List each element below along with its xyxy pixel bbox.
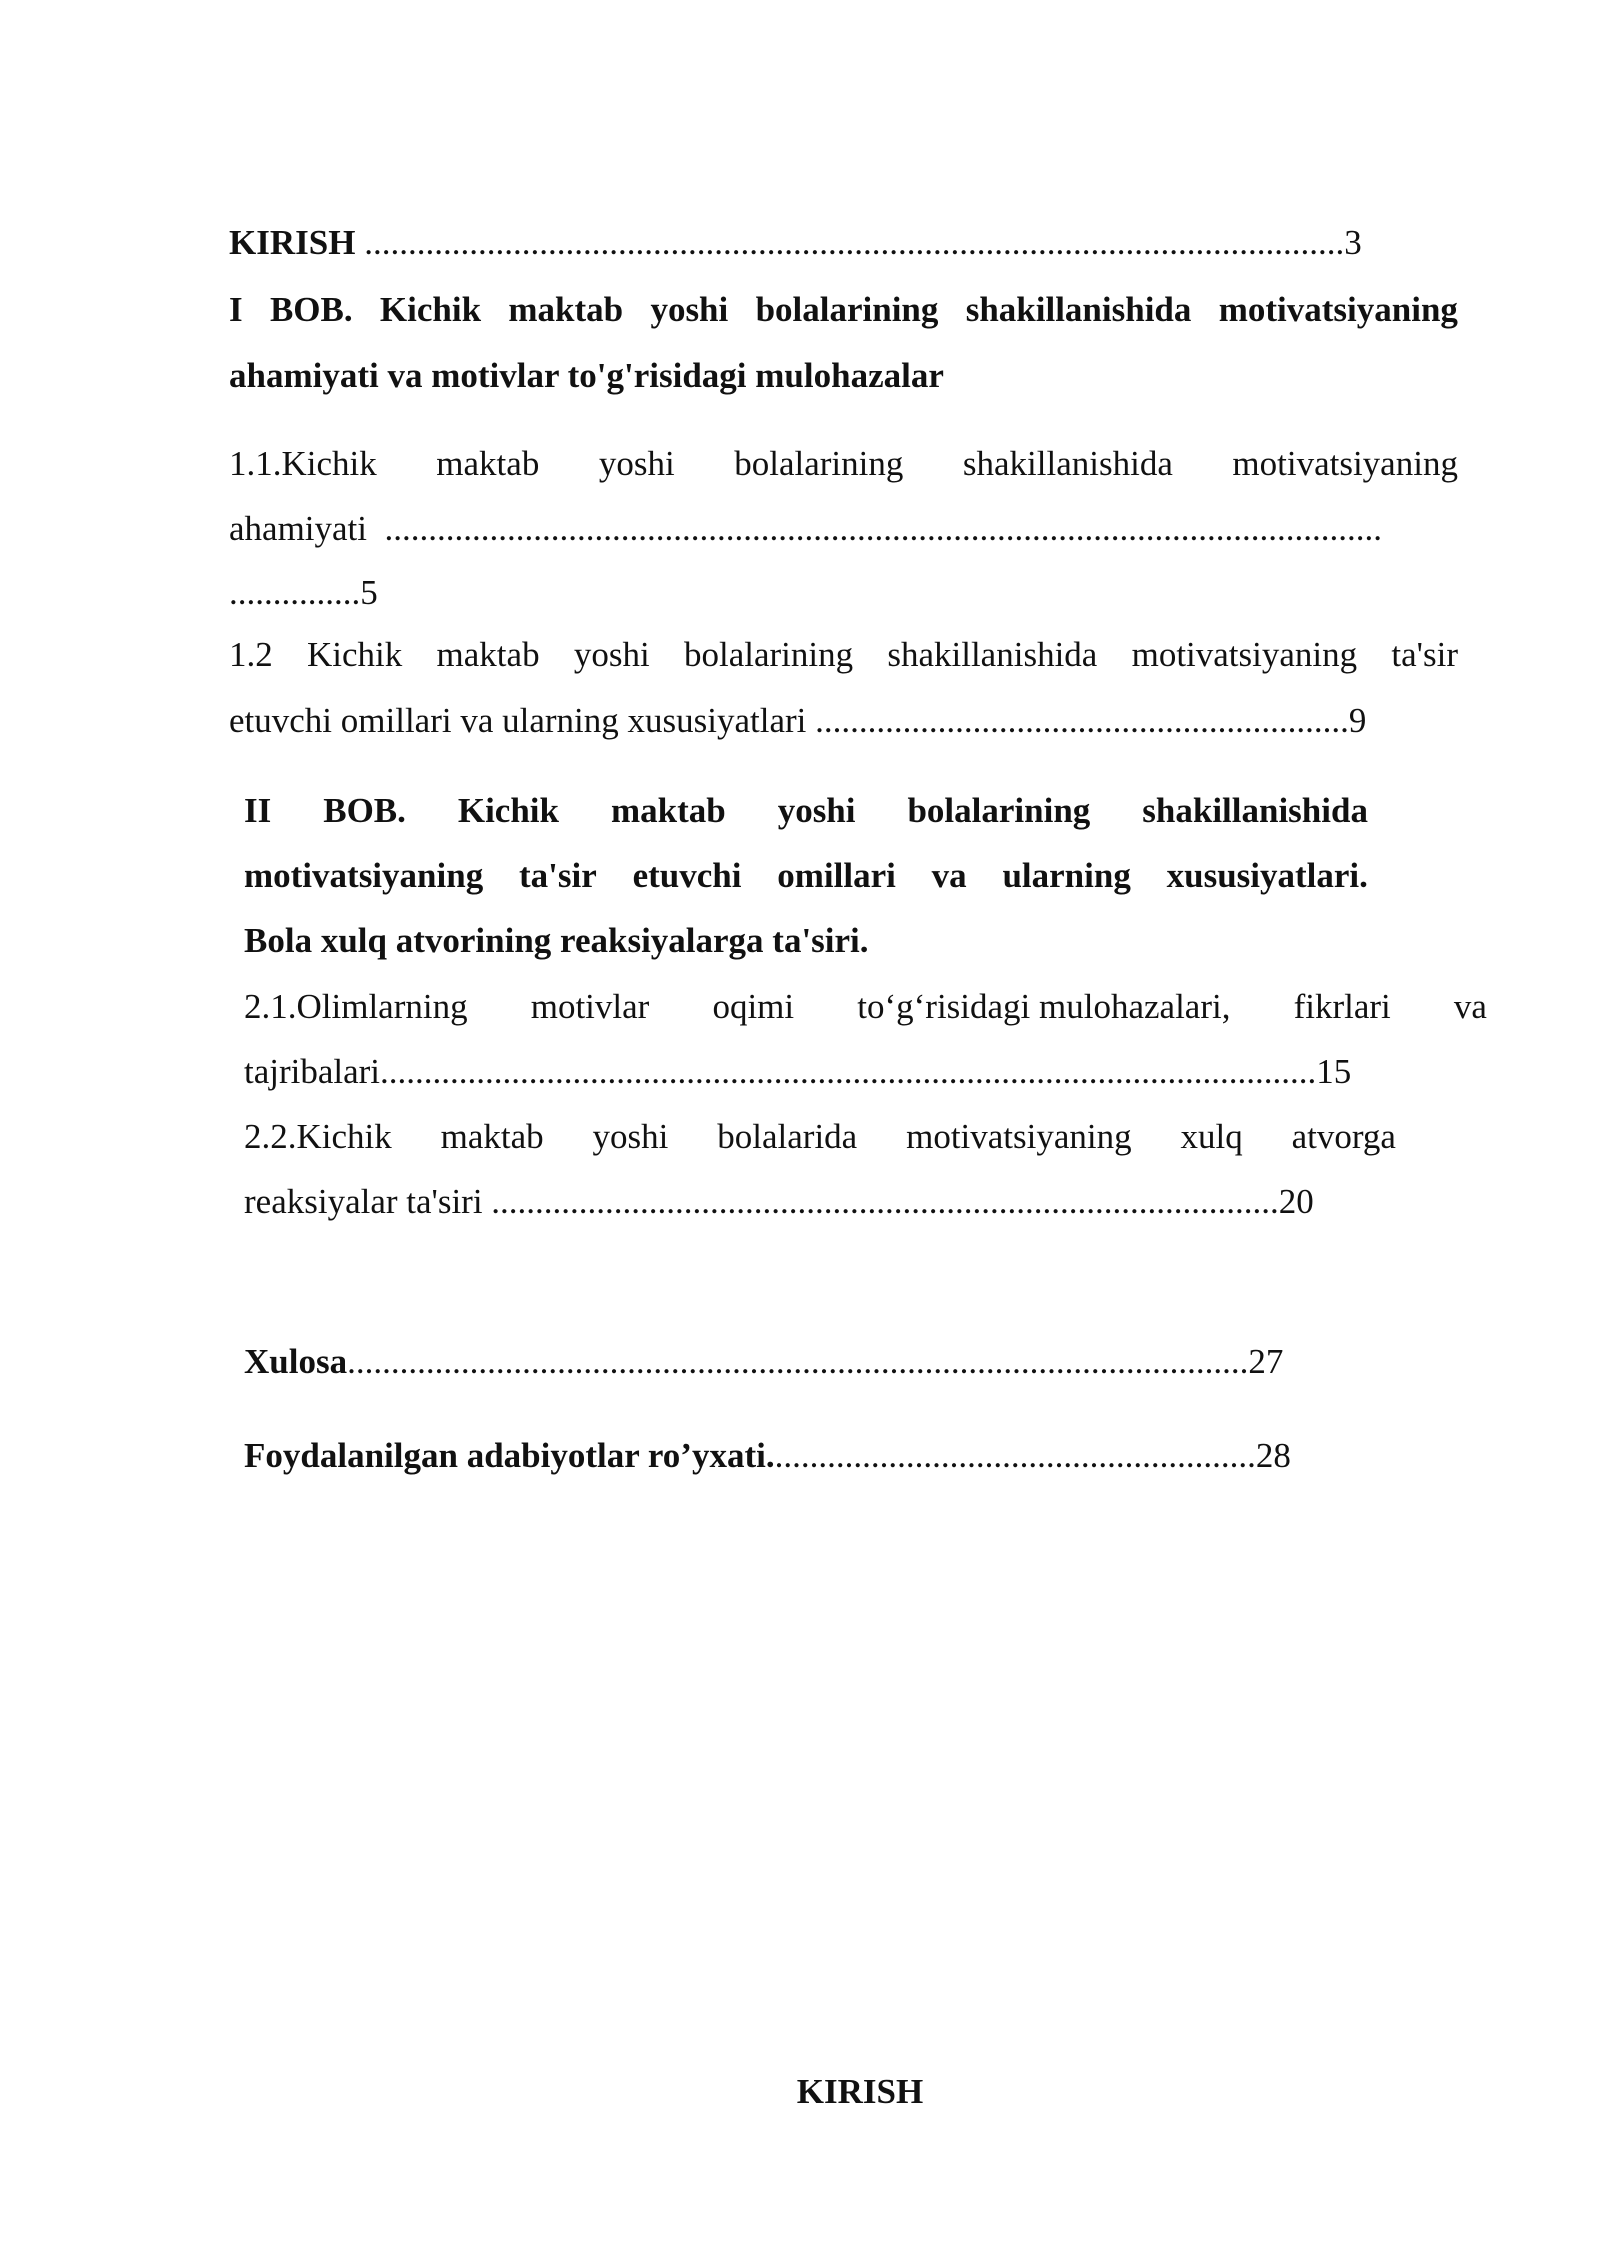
toc-kirish-leader: ................................................................................................................ xyxy=(355,223,1345,262)
word: BOB. xyxy=(269,290,353,329)
toc-entry-1-2-line2: etuvchi omillari va ularning xususiyatlari .............................................................9 xyxy=(229,701,1367,740)
toc-adabiyot-label: Foydalanilgan adabiyotlar ro’yxati. xyxy=(244,1436,775,1475)
word: yoshi xyxy=(592,1117,669,1156)
word: I xyxy=(229,290,243,329)
section-heading-kirish: KIRISH xyxy=(796,2072,924,2111)
word: shakillanishida xyxy=(965,290,1192,329)
toc-bob2-heading-line2 xyxy=(244,855,1368,897)
word: Kichik xyxy=(457,791,559,830)
word: bolalarining xyxy=(683,635,854,674)
word: 2.1.Olimlarning xyxy=(244,987,468,1026)
toc-bob2-heading-line1 xyxy=(244,790,1368,832)
word: motivatsiyaning xyxy=(1232,444,1458,483)
word: maktab xyxy=(436,635,540,674)
toc-xulosa-label: Xulosa xyxy=(244,1342,348,1381)
toc-entry-2-1-line2: tajribalari...........................................................................................................15 xyxy=(244,1052,1352,1091)
word: II xyxy=(244,791,272,830)
word: va xyxy=(1453,987,1487,1026)
word: 1.1.Kichik xyxy=(229,444,377,483)
word: xususiyatlari. xyxy=(1166,856,1368,895)
word: oqimi xyxy=(712,987,795,1026)
word: ta'sir xyxy=(1391,635,1458,674)
word: motivatsiyaning xyxy=(906,1117,1132,1156)
toc-entry-2-2-line1 xyxy=(244,1116,1396,1158)
word: yoshi xyxy=(598,444,675,483)
toc-kirish-page: 3 xyxy=(1344,223,1362,262)
toc-1-1-leader: .................................................................................................................. xyxy=(384,509,1383,548)
word: 1.2 xyxy=(229,635,273,674)
toc-entry-1-1-line1 xyxy=(229,443,1458,485)
toc-xulosa-leader: .......................................................................................................27 xyxy=(347,1342,1284,1381)
word: atvorga xyxy=(1291,1117,1396,1156)
word: Kichik xyxy=(379,290,482,329)
word: ta'sir xyxy=(519,856,597,895)
word: yoshi xyxy=(573,635,650,674)
word: va xyxy=(931,856,967,895)
toc-entry-1-1-line2 xyxy=(229,508,1458,550)
word: 2.2.Kichik xyxy=(244,1117,392,1156)
word: Kichik xyxy=(307,635,403,674)
word: maktab xyxy=(436,444,540,483)
word: BOB. xyxy=(323,791,406,830)
word: etuvchi xyxy=(632,856,742,895)
toc-entry-xulosa xyxy=(244,1341,1368,1383)
toc-bob1-heading-line1 xyxy=(229,289,1458,331)
word: maktab xyxy=(440,1117,544,1156)
word: bolalarida xyxy=(717,1117,858,1156)
toc-bob2-heading-line3: Bola xulq atvorining reaksiyalarga ta'siri. xyxy=(244,921,869,960)
word: maktab xyxy=(610,791,726,830)
toc-entry-adabiyotlar xyxy=(244,1435,1368,1477)
word: bolalarining xyxy=(755,290,939,329)
word: motivlar xyxy=(530,987,650,1026)
toc-entry-kirish xyxy=(229,222,1458,264)
word: ularning xyxy=(1002,856,1131,895)
toc-entry-1-2-line1 xyxy=(229,634,1458,676)
toc-entry-2-1-line1 xyxy=(244,986,1487,1028)
toc-entry-2-2-line2: reaksiyalar ta'siri ..........................................................................................20 xyxy=(244,1182,1314,1221)
word: maktab xyxy=(508,290,624,329)
word: shakillanishida xyxy=(1142,791,1368,830)
word: yoshi xyxy=(777,791,856,830)
toc-entry-1-1-line3: ...............5 xyxy=(229,573,378,612)
word: fikrlari xyxy=(1293,987,1391,1026)
word: motivatsiyaning xyxy=(244,856,484,895)
word: bolalarining xyxy=(734,444,904,483)
word: bolalarining xyxy=(907,791,1091,830)
toc-1-1-label: ahamiyati xyxy=(229,509,368,548)
word: shakillanishida xyxy=(962,444,1173,483)
toc-bob1-heading-line2: ahamiyati va motivlar to'g'risidagi mulohazalar xyxy=(229,356,944,395)
word: motivatsiyaning xyxy=(1218,290,1458,329)
word: to‘g‘risidagi mulohazalari, xyxy=(857,987,1231,1026)
word: motivatsiyaning xyxy=(1131,635,1358,674)
word: yoshi xyxy=(650,290,729,329)
word: xulq xyxy=(1180,1117,1243,1156)
toc-adabiyot-leader: .......................................................28 xyxy=(774,1436,1291,1475)
toc-kirish-label: KIRISH xyxy=(229,223,356,262)
word: omillari xyxy=(777,856,896,895)
word: shakillanishida xyxy=(887,635,1098,674)
